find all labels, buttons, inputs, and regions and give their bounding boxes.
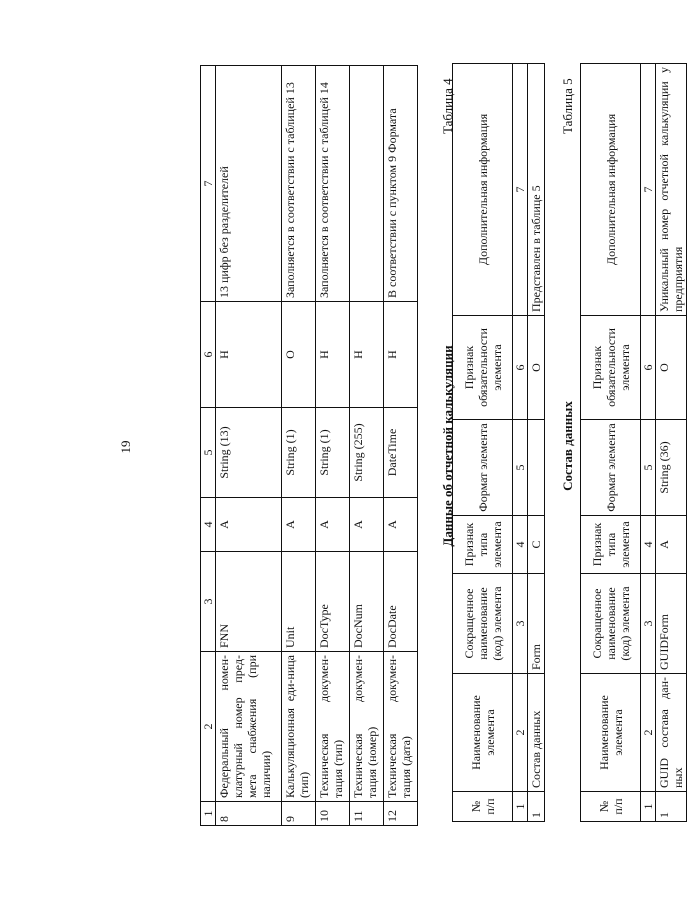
- element-type: С: [528, 516, 545, 574]
- element-info: Уникальный номер отчетной калькуляции у предприятия: [656, 64, 687, 316]
- col-index: 7: [513, 64, 528, 316]
- column-header: № п/п: [581, 792, 641, 822]
- col-index: 7: [201, 66, 216, 302]
- row-number: 12: [384, 802, 418, 826]
- element-type: А: [216, 498, 282, 552]
- element-type: А: [384, 498, 418, 552]
- element-required: Н: [350, 302, 384, 408]
- column-header: Наименование элемента: [453, 674, 513, 792]
- element-name: Техническая докумен-тация (номер): [350, 652, 384, 802]
- element-format: String (13): [216, 408, 282, 498]
- table-row: [528, 64, 545, 822]
- element-required: Н: [216, 302, 282, 408]
- table-row: [216, 66, 282, 826]
- column-header: Формат элемента: [581, 420, 641, 516]
- col-index: 5: [201, 408, 216, 498]
- col-index: 1: [513, 792, 528, 822]
- element-info: Представлен в таблице 5: [528, 64, 545, 316]
- column-index-row: [513, 64, 528, 822]
- row-number: 10: [316, 802, 350, 826]
- element-type: А: [350, 498, 384, 552]
- element-info: [350, 66, 384, 302]
- table-5-title: Состав данных: [560, 401, 575, 491]
- element-code: DocNum: [350, 552, 384, 652]
- element-format: String (1): [282, 408, 316, 498]
- col-index: 5: [641, 420, 656, 516]
- row-number: 8: [216, 802, 282, 826]
- table-header-row: [581, 64, 641, 822]
- col-index: 6: [201, 302, 216, 408]
- element-required: О: [528, 316, 545, 420]
- element-format: DateTime: [384, 408, 418, 498]
- column-index-row: [201, 66, 216, 826]
- element-info: 13 цифр без разделителей: [216, 66, 282, 302]
- col-index: 7: [641, 64, 656, 316]
- element-info: В соответствии с пунктом 9 Формата: [384, 66, 418, 302]
- element-code: FNN: [216, 552, 282, 652]
- element-name: Федеральный номен-клатурный номер пред-мета снабжения (при наличии): [216, 652, 282, 802]
- col-index: 3: [641, 574, 656, 674]
- element-format: String (255): [350, 408, 384, 498]
- table-4-title: Данные об отчетной калькуляции: [440, 345, 455, 547]
- column-header: Признак типа элемента: [581, 516, 641, 574]
- column-header: Признак обязательности элемента: [453, 316, 513, 420]
- element-required: Н: [316, 302, 350, 408]
- data-composition-table: [580, 63, 687, 822]
- element-required: О: [282, 302, 316, 408]
- column-header: Дополнительная информация: [581, 64, 641, 316]
- element-code: Form: [528, 574, 545, 674]
- element-required: Н: [384, 302, 418, 408]
- row-number: 1: [656, 792, 687, 822]
- table-row: [282, 66, 316, 826]
- row-number: 1: [528, 792, 545, 822]
- element-required: О: [656, 316, 687, 420]
- element-name: Состав данных: [528, 674, 545, 792]
- table-row: [350, 66, 384, 826]
- col-index: 6: [641, 316, 656, 420]
- column-header: Сокращенное наименование (код) элемента: [581, 574, 641, 674]
- elements-table-continued: [200, 65, 418, 826]
- element-info: Заполняется в соответствии с таблицей 14: [316, 66, 350, 302]
- row-number: 11: [350, 802, 384, 826]
- element-name: Калькуляционная еди-ница (тип): [282, 652, 316, 802]
- element-code: DocDate: [384, 552, 418, 652]
- col-index: 2: [513, 674, 528, 792]
- column-header: Формат элемента: [453, 420, 513, 516]
- table-row: [384, 66, 418, 826]
- page-number: 19: [118, 440, 133, 454]
- col-index: 1: [201, 802, 216, 826]
- column-header: Дополнительная информация: [453, 64, 513, 316]
- element-type: А: [316, 498, 350, 552]
- element-format: String (1): [316, 408, 350, 498]
- col-index: 4: [513, 516, 528, 574]
- column-index-row: [641, 64, 656, 822]
- column-header: Сокращенное наименование (код) элемента: [453, 574, 513, 674]
- element-code: Unit: [282, 552, 316, 652]
- element-code: GUIDForm: [656, 574, 687, 674]
- col-index: 6: [513, 316, 528, 420]
- col-index: 3: [513, 574, 528, 674]
- col-index: 1: [641, 792, 656, 822]
- element-format: [528, 420, 545, 516]
- col-index: 2: [201, 652, 216, 802]
- column-header: № п/п: [453, 792, 513, 822]
- element-code: DocType: [316, 552, 350, 652]
- col-index: 5: [513, 420, 528, 516]
- row-number: 9: [282, 802, 316, 826]
- element-type: А: [656, 516, 687, 574]
- table-4-label: Таблица 4: [440, 78, 455, 134]
- column-header: Признак обязательности элемента: [581, 316, 641, 420]
- col-index: 2: [641, 674, 656, 792]
- element-info: Заполняется в соответствии с таблицей 13: [282, 66, 316, 302]
- element-name: Техническая докумен-тация (тип): [316, 652, 350, 802]
- col-index: 3: [201, 552, 216, 652]
- calculation-data-table: [452, 63, 545, 822]
- element-format: String (36): [656, 420, 687, 516]
- col-index: 4: [641, 516, 656, 574]
- table-header-row: [453, 64, 513, 822]
- column-header: Наименование элемента: [581, 674, 641, 792]
- column-header: Признак типа элемента: [453, 516, 513, 574]
- table-5-label: Таблица 5: [560, 78, 575, 134]
- col-index: 4: [201, 498, 216, 552]
- table-row: [316, 66, 350, 826]
- table-row: [656, 64, 687, 822]
- element-name: GUID состава дан-ных: [656, 674, 687, 792]
- element-type: А: [282, 498, 316, 552]
- element-name: Техническая докумен-тация (дата): [384, 652, 418, 802]
